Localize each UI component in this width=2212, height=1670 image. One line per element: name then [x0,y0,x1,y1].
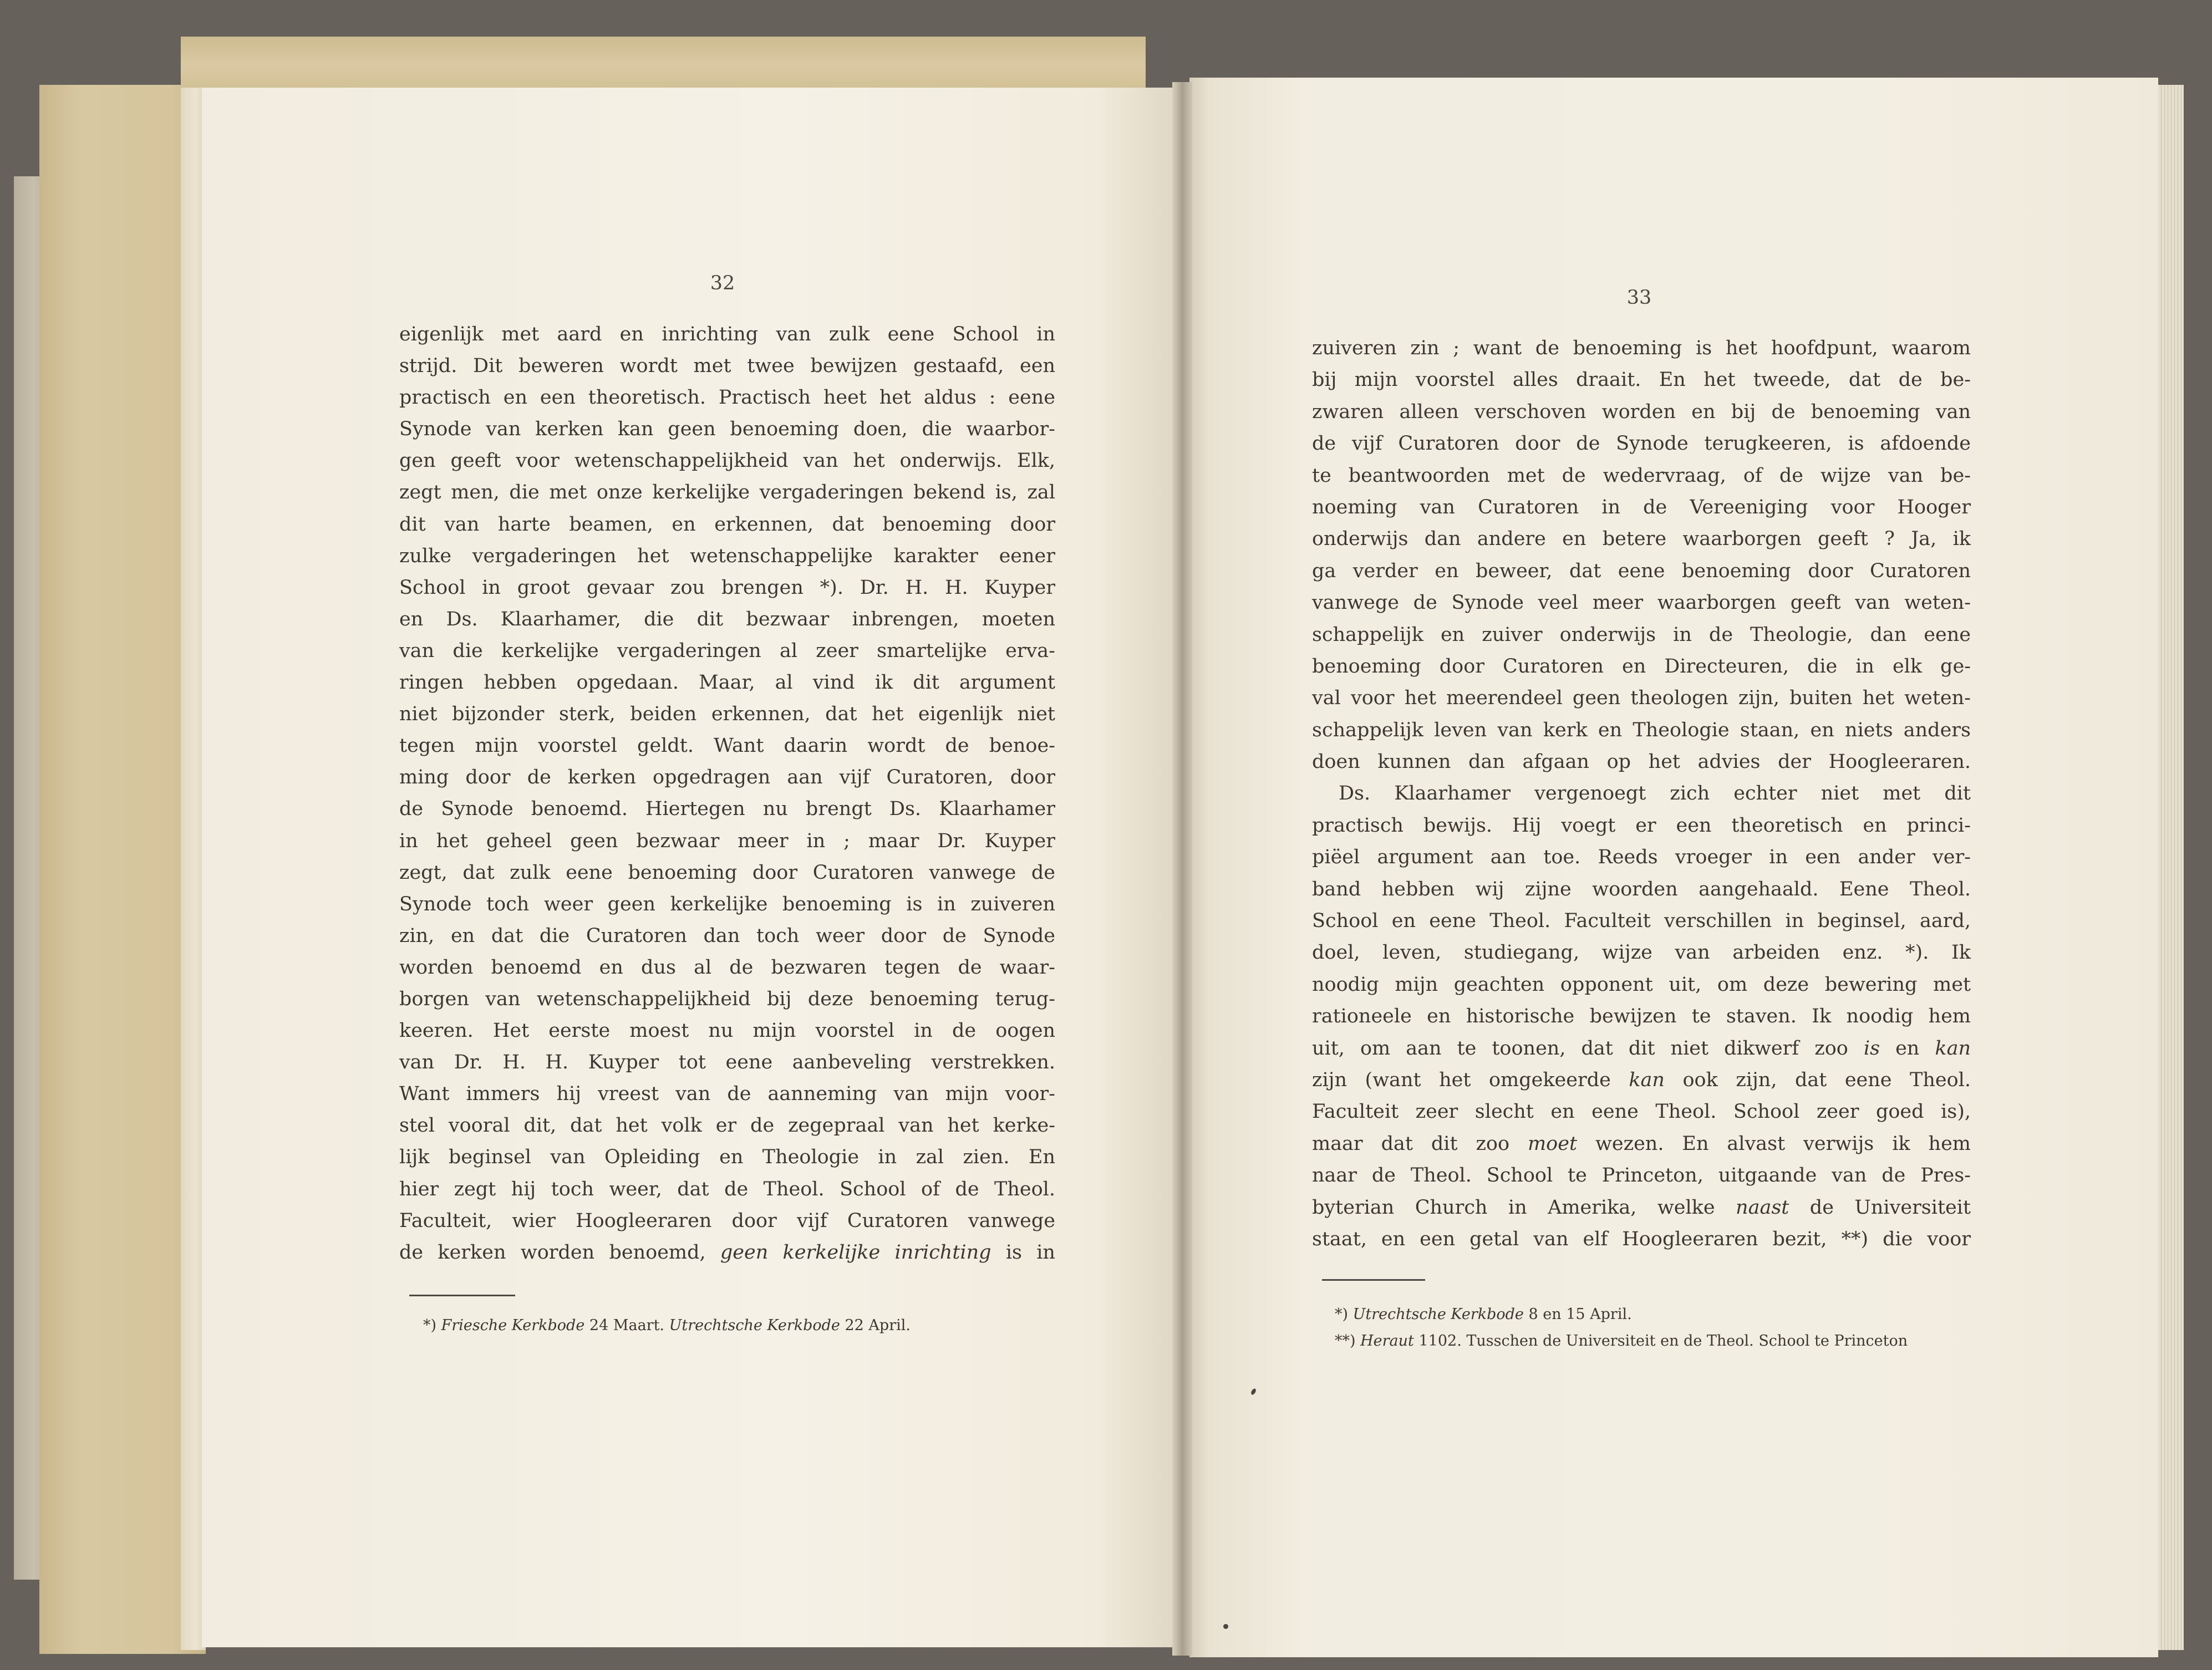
page-stack-edge [2158,85,2184,1650]
ink-speck [1250,1388,1257,1396]
text-run: *) [1335,1306,1353,1323]
text-line: in het geheel geen bezwaar meer in ; maar Dr. Kuyper [399,829,1055,852]
text-line: Faculteit, wier Hoogleeraren door vijf Curatoren vanwege [399,1209,1055,1232]
text-line: lijk beginsel van Opleiding en Theologie in zal zien. En [399,1146,1055,1169]
text-line: stel vooral dit, dat het volk er de zegepraal van het kerke- [399,1114,1055,1137]
italic-run: is [1863,1037,1880,1060]
text-run: maar dat dit zoo [1312,1132,1528,1155]
text-line [399,1237,1055,1269]
text-line: eigenlijk met aard en inrichting van zulk eene School in [399,323,1055,345]
text-line: dit van harte beamen, en erkennen, dat benoeming door [399,513,1055,536]
italic-run: kan [1935,1037,1971,1060]
text-line: gen geeft voor wetenschappelijkheid van het onderwijs. Elk, [399,450,1055,472]
text-line: de Synode benoemd. Hiertegen nu brengt Ds. Klaarhamer [399,798,1055,821]
page-number: 33 [1626,287,1652,309]
text-line: zuiveren zin ; want de benoeming is het hoofdpunt, waarom [1312,337,1971,359]
text-line: doel, leven, studiegang, wijze van arbeiden enz. *). Ik [1312,941,1971,964]
text-run: **) [1335,1332,1361,1350]
italic-run: Friesche Kerkbode [441,1317,585,1334]
text-line: schappelijk leven van kerk en Theologie staan, en niets anders [1312,719,1971,741]
footnote [423,1312,911,1339]
text-line: ming door de kerken opgedragen aan vijf Curatoren, door [399,766,1055,789]
text-line: tegen mijn voorstel geldt. Want daarin wordt de benoe- [399,735,1055,757]
footnotes [423,1312,911,1339]
text-line: val voor het meerendeel geen theologen zijn, buiten het weten- [1312,687,1971,710]
text-line: staat, en een getal van elf Hoogleeraren bezit, **) die voor [1312,1228,1971,1250]
text-line: Ds. Klaarhamer vergenoegt zich echter niet met dit [1339,782,1971,805]
text-line: zwaren alleen verschoven worden en bij de benoeming van [1312,400,1971,423]
text-line: noeming van Curatoren in de Vereeniging voor Hooger [1312,496,1971,518]
text-line [1312,1128,1971,1160]
text-line: worden benoemd en dus al de bezwaren tegen de waar- [399,956,1055,979]
text-line: onderwijs dan andere en betere waarborgen geeft ? Ja, ik [1312,528,1971,551]
text-run: de kerken worden benoemd, [399,1241,720,1264]
text-line: ringen hebben opgedaan. Maar, al vind ik dit argument [399,671,1055,694]
text-line: rationeele en historische bewijzen te staven. Ik noodig hem [1312,1005,1971,1028]
text-line: School in groot gevaar zou brengen *). Dr. H. H. Kuyper [399,576,1055,599]
text-line: piëel argument aan toe. Reeds vroeger in een ander ver- [1312,846,1971,869]
text-line: borgen van wetenschappelijkheid bij deze benoeming terug- [399,987,1055,1010]
text-line: School en eene Theol. Faculteit verschillen in beginsel, aard, [1312,910,1971,933]
footnote [1335,1301,1908,1328]
text-line: hier zegt hij toch weer, dat de Theol. School of de Theol. [399,1178,1055,1200]
text-line: vanwege de Synode veel meer waarborgen geeft van weten- [1312,592,1971,614]
text-line: bij mijn voorstel alles draait. En het tweede, dat de be- [1312,369,1971,391]
text-line: benoeming door Curatoren en Directeuren, die in elk ge- [1312,655,1971,678]
text-line: band hebben wij zijne woorden aangehaald. Eene Theol. [1312,878,1971,900]
text-block [399,319,1055,1269]
text-line [1312,1033,1971,1065]
text-line: van die kerkelijke vergaderingen al zeer smartelijke erva- [399,639,1055,662]
text-run: ook zijn, dat eene Theol. [1664,1068,1971,1091]
text-line: Faculteit zeer slecht en eene Theol. School zeer goed is), [1312,1101,1971,1123]
text-line: Synode toch weer geen kerkelijke benoeming is in zuiveren [399,893,1055,915]
text-line: practisch bewijs. Hij voegt er een theoretisch en princi- [1312,814,1971,837]
text-line: zulke vergaderingen het wetenschappelijke karakter eener [399,544,1055,567]
text-line: Want immers hij vreest van de aanneming van mijn voor- [399,1083,1055,1106]
italic-run: Utrechtsche Kerkbode [1352,1306,1524,1323]
italic-run: kan [1629,1068,1665,1091]
text-line: naar de Theol. School te Princeton, uitgaande van de Pres- [1312,1164,1971,1187]
text-line: zin, en dat die Curatoren dan toch weer door de Synode [399,924,1055,947]
footnote-rule [409,1295,515,1296]
text-run: 22 April. [840,1317,911,1334]
text-run: uit, om aan te toonen, dat dit niet dikwerf zoo [1312,1037,1864,1060]
text-line [1312,1192,1971,1224]
text-run: 24 Maart. [584,1317,669,1334]
text-run: en [1880,1037,1935,1060]
text-run: *) [423,1317,441,1334]
text-line [1312,1065,1971,1096]
text-line: van Dr. H. H. Kuyper tot eene aanbeveling verstrekken. [399,1051,1055,1074]
text-line: ga verder en beweer, dat eene benoeming door Curatoren [1312,559,1971,582]
ink-speck [1223,1624,1228,1629]
text-line: niet bijzonder sterk, beiden erkennen, dat het eigenlijk niet [399,703,1055,726]
text-run: 1102. Tusschen de Universiteit en de Theol. School te Princeton [1413,1332,1908,1350]
text-run: 8 en 15 April. [1523,1306,1632,1323]
text-line: doen kunnen dan afgaan op het advies der Hoogleeraren. [1312,751,1971,773]
right-page [1189,78,2158,1657]
italic-run: geen kerkelijke inrichting [720,1241,991,1264]
text-line: zegt men, die met onze kerkelijke vergaderingen bekend is, zal [399,481,1055,504]
text-run: zijn (want het omgekeerde [1312,1068,1629,1091]
text-run: wezen. En alvast verwijs ik hem [1577,1132,1971,1155]
footnotes [1335,1301,1908,1355]
text-line: practisch en een theoretisch. Practisch heet het aldus : eene [399,386,1055,409]
binding-gutter [1172,82,1192,1656]
footnote [1335,1328,1908,1355]
text-block [1312,333,1971,1255]
text-line: noodig mijn geachten opponent uit, om deze bewering met [1312,973,1971,996]
text-line: de vijf Curatoren door de Synode terugkeeren, is afdoende [1312,432,1971,455]
text-run: is in [991,1241,1055,1264]
italic-run: Heraut [1360,1332,1414,1350]
text-line: en Ds. Klaarhamer, die dit bezwaar inbrengen, moeten [399,608,1055,630]
text-line: Synode van kerken kan geen benoeming doen, die waarbor- [399,418,1055,441]
italic-run: moet [1527,1132,1578,1155]
text-line: zegt, dat zulk eene benoeming door Curatoren vanwege de [399,861,1055,884]
text-line: keeren. Het eerste moest nu mijn voorstel in de oogen [399,1020,1055,1042]
text-line: strijd. Dit beweren wordt met twee bewijzen gestaafd, een [399,355,1055,378]
text-run: byterian Church in Amerika, welke [1312,1196,1736,1219]
text-run: de Universiteit [1789,1196,1971,1219]
footnote-rule [1322,1279,1425,1281]
italic-run: naast [1736,1196,1789,1219]
page-number: 32 [710,272,735,294]
italic-run: Utrechtsche Kerkbode [669,1317,840,1334]
text-line: te beantwoorden met de wedervraag, of de wijze van be- [1312,464,1971,487]
text-line: schappelijk en zuiver onderwijs in de Theologie, dan eene [1312,623,1971,646]
left-page [202,88,1175,1647]
